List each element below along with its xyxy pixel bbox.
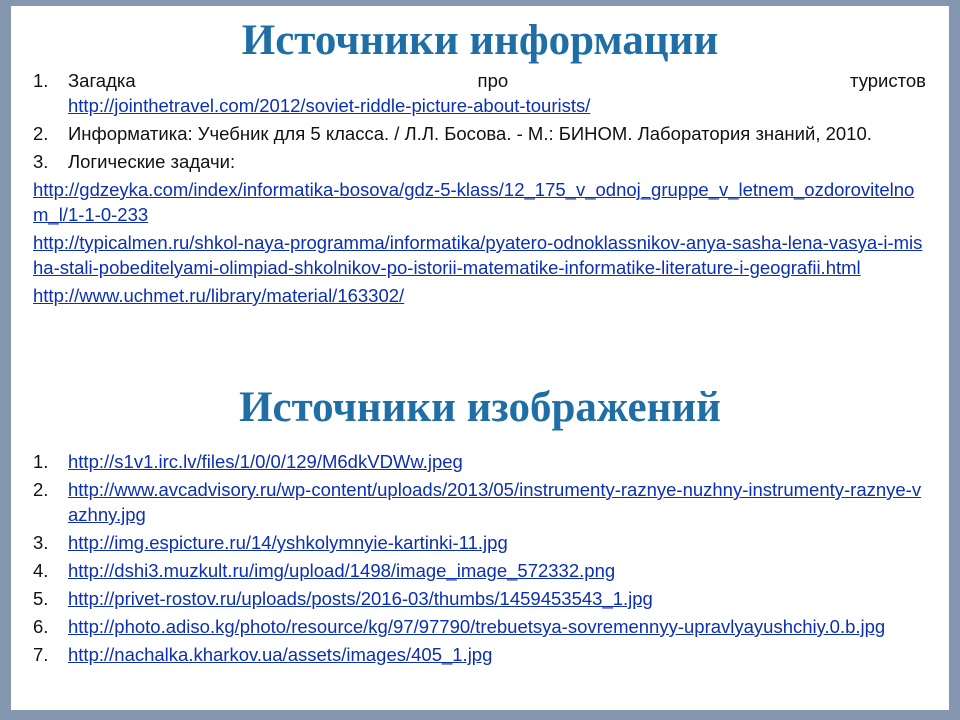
source-link[interactable]: http://www.avcadvisory.ru/wp-content/uploads/2013/05/instrumenty-raznye-nuzhny-instrumenty-raznye-vazhny.jpg (68, 479, 922, 525)
item-number: 4. (33, 560, 49, 581)
list-item (33, 68, 926, 118)
slide (11, 6, 949, 710)
list-item (33, 530, 926, 555)
source-link[interactable]: http://photo.adiso.kg/photo/resource/kg/97/97790/trebuetsya-sovremennyy-upravlyayushchiy.0.b.jpg (68, 616, 886, 637)
item-number: 3. (33, 151, 49, 172)
image-sources-list (33, 449, 926, 670)
item-text: Информатика: Учебник для 5 класса. / Л.Л. Босова. - М.: БИНОМ. Лаборатория знаний, 2010. (68, 123, 872, 144)
list-item (33, 614, 926, 639)
info-sources-list (33, 68, 926, 311)
source-link[interactable]: http://img.espicture.ru/14/yshkolymnyie-kartinki-11.jpg (68, 532, 508, 553)
list-item (33, 121, 926, 146)
source-link[interactable]: http://nachalka.kharkov.ua/assets/images/405_1.jpg (68, 644, 493, 665)
item-number: 2. (33, 123, 49, 144)
list-item (33, 149, 926, 174)
source-link[interactable]: http://jointhetravel.com/2012/soviet-riddle-picture-about-tourists/ (68, 95, 591, 116)
source-link[interactable]: http://privet-rostov.ru/uploads/posts/2016-03/thumbs/1459453543_1.jpg (68, 588, 653, 609)
heading-info-sources: Источники информации (241, 17, 719, 64)
source-link[interactable]: http://s1v1.irc.lv/files/1/0/0/129/M6dkVDWw.jpeg (68, 451, 463, 472)
source-link[interactable]: http://gdzeyka.com/index/informatika-bosova/gdz-5-klass/12_175_v_odnoj_gruppe_v_letnem_ozdorovitelnom_l/1-1-0-233 (33, 179, 915, 225)
source-link[interactable]: http://dshi3.muzkult.ru/img/upload/1498/image_image_572332.png (68, 560, 616, 581)
list-item (33, 586, 926, 611)
item-number: 3. (33, 532, 49, 553)
item-number: 1. (33, 70, 49, 91)
item-number: 7. (33, 644, 49, 665)
item-number: 2. (33, 479, 49, 500)
heading-image-sources: Источники изображений (239, 384, 721, 431)
list-item (33, 558, 926, 583)
item-text: Загадка про туристов (68, 70, 926, 91)
item-text: Логические задачи: (68, 151, 236, 172)
item-number: 5. (33, 588, 49, 609)
list-item (33, 449, 926, 474)
list-item (33, 477, 926, 527)
list-item (33, 642, 926, 667)
source-link[interactable]: http://typicalmen.ru/shkol-naya-programma/informatika/pyatero-odnoklassnikov-anya-sasha-lena-vasya-i-misha-stali-pobeditelyami-olimpiad-shkolnikov-po-istorii-matematike-informatike-literature-i-geografii.html (33, 232, 923, 278)
list-item (33, 177, 926, 308)
item-number: 6. (33, 616, 49, 637)
item-number: 1. (33, 451, 49, 472)
source-link[interactable]: http://www.uchmet.ru/library/material/163302/ (33, 285, 405, 306)
